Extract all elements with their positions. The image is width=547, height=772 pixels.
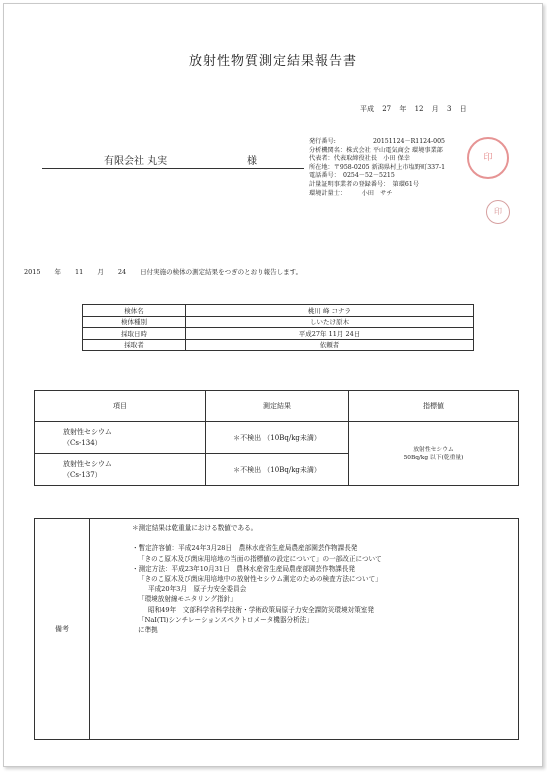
item-isotope: （Cs-134） [63,438,102,447]
item-name: 放射性セシウム [63,427,112,436]
issuer-phone: 電話番号： 0254－52－5215 [309,172,395,180]
header-result: 測定結果 [206,391,349,422]
sample-label: 検体名 [83,305,186,317]
intro-text [24,267,302,276]
sample-value: 依頼者 [186,339,474,351]
remark-line: 平成20年3月 原子力安全委員会 [148,585,247,594]
index-line-1: 放射性セシウム [413,446,454,453]
sample-label: 採取者 [83,339,186,351]
table-row [83,305,474,317]
index-line-2: 50Bq/kg 以下(乾重量) [403,454,464,461]
result-value: ＊不検出 （10Bq/kg未満） [206,422,349,454]
issue-number: 発行番号: 20151124－R1124-005 [309,138,445,145]
header-index: 指標値 [349,391,519,422]
remark-line: 「きのこ原木及び菌床用培地の当面の指標値の設定について」の一部改正について [138,554,382,563]
intro-month: 11 [75,268,84,276]
table-row [35,422,519,454]
index-value [349,422,519,486]
sample-value: しいたけ原木 [186,316,474,328]
remarks-table [34,518,519,740]
company-seal-icon: 印 [467,137,509,179]
sample-value: 桃川 峰 コナラ [186,305,474,317]
header-item: 項目 [35,391,206,422]
remarks-body [90,519,519,740]
table-row [83,316,474,328]
remark-line: ・測定方法：平成23年10月31日 農林水産省生産局農産部園芸作物課長発 [132,564,355,573]
intro-sentence: 日付実施の検体の測定結果をつぎのとおり報告します。 [140,268,303,276]
document-page [3,3,543,767]
sample-label: 採取日時 [83,328,186,340]
report-date: 平成 27 年 12 月 3 日 [360,105,467,113]
item-name: 放射性セシウム [63,459,112,468]
report-title: 放射性物質測定結果報告書 [188,54,357,69]
intro-year: 2015 [24,268,41,276]
issuer-org: 分析機関名：株式会社 平山電気商会 環境事業部 [309,146,443,154]
sample-value: 平成27年 11月 24日 [186,328,474,340]
issuer-rep: 代表者：代表取締役社長 小田 保幸 [309,155,410,163]
sample-label: 検体種別 [83,316,186,328]
issuer-block [309,138,445,198]
intro-month-unit: 月 [97,268,104,276]
result-item [35,422,206,454]
table-row [83,339,474,351]
intro-year-unit: 年 [54,268,62,276]
issuer-reg: 計量証明事業者の登録番号： 第環61号 [309,180,419,188]
remark-line [132,533,518,543]
recipient-honorific: 様 [247,156,257,167]
remark-line: ・暫定許容値：平成24年3月28日 農林水産省生産局農産部園芸作物課長発 [132,544,358,553]
result-value: ＊不検出 （10Bq/kg未満） [206,454,349,486]
remark-line: ＊測定結果は乾重量における数値である。 [132,524,258,532]
remark-line: 「きのこ原木及び菌床用培地中の放射性セシウム測定のための検査方法について」 [138,575,382,584]
table-header-row [35,391,519,422]
remark-line: 「NaI(Tl)シンチレーションスペクトロメータ機器分析法」 [138,615,313,624]
sample-info-table [82,304,474,351]
item-isotope: （Cs-137） [63,470,102,479]
results-table [34,390,519,486]
remarks-label: 備考 [35,519,90,740]
personal-seal-icon: 印 [486,200,510,224]
remark-line: に準拠 [138,626,158,635]
recipient-line [42,150,304,169]
remark-line: 「環境放射線モニタリング指針」 [138,595,237,604]
table-row [83,328,474,340]
remark-line: 昭和49年 文部科学省科学技術・学術政策局原子力安全課防災環境対策室発 [148,605,374,614]
result-item [35,454,206,486]
issuer-address: 所在地：〒958-0205 新潟県村上市塩野町337-1 [309,163,446,171]
recipient-name: 有限会社 丸実 [104,156,168,167]
intro-day: 24 [117,268,127,276]
issuer-measurer: 環境計量士： 小田 サチ [309,189,393,197]
table-row [35,519,519,740]
